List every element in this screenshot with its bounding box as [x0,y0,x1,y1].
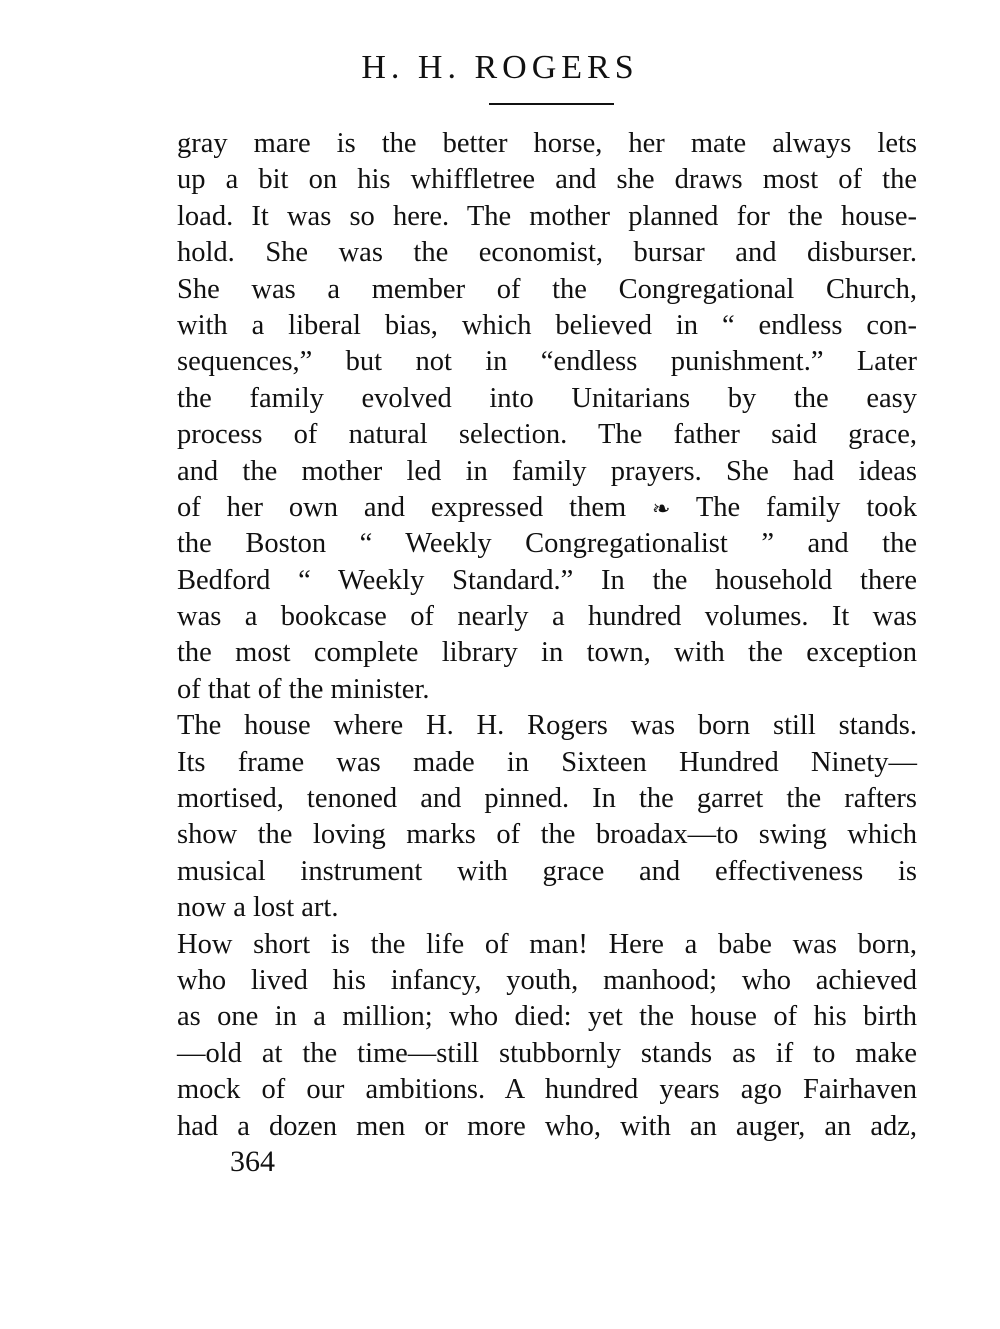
text-line: with a liberal bias, which believed in “ endless con- [177,309,917,341]
text-line: load. It was so here. The mother planned for the house- [177,200,917,232]
text-line: had a dozen men or more who, with an auger, an adz, [177,1110,917,1142]
text-line: hold. She was the economist, bursar and disburser. [177,237,917,269]
text-line: gray mare is the better horse, her mate always lets [177,128,917,159]
text-line: up a bit on his whiffletree and she draws most of the [177,164,917,196]
page-number: 364 [230,1145,275,1178]
text-line: The house where H. H. Rogers was born still stands. [177,710,917,742]
text-line: and the mother led in family prayers. She had ideas [177,455,917,487]
text-line-with-ornament [177,490,917,526]
text-line: Bedford “ Weekly Standard.” In the household there [177,564,917,596]
text-line: the most complete library in town, with the exception [177,637,917,669]
text-line: of that of the minister. [177,673,430,705]
text-line: who lived his infancy, youth, manhood; who achieved [177,964,917,996]
text-line: mortised, tenoned and pinned. In the garret the rafters [177,783,917,815]
text-line: as one in a million; who died: yet the house of his birth [177,1001,917,1033]
text-line: Its frame was made in Sixteen Hundred Ninety— [177,746,917,778]
text-segment: of her own and expressed them [177,491,627,523]
running-head: H. H. ROGERS [361,49,639,86]
text-line: the Boston “ Weekly Congregationalist ” and the [177,528,917,560]
text-line: sequences,” but not in “endless punishment.” Later [177,346,917,378]
text-segment: The family took [695,491,917,523]
text-line: mock of our ambitions. A hundred years ago Fairhaven [177,1074,917,1106]
text-line: the family evolved into Unitarians by the easy [177,382,917,414]
text-line: show the loving marks of the broadax—to swing which [177,819,917,851]
body-text [177,126,917,1145]
text-line: —old at the time—still stubbornly stands as if to make [177,1037,917,1069]
text-line: She was a member of the Congregational Church, [177,273,917,305]
text-line: process of natural selection. The father said grace, [177,419,917,451]
text-line: How short is the life of man! Here a babe was born, [177,928,917,960]
header-rule [489,103,614,105]
section-ornament-icon: ❧ [652,496,671,522]
text-line: musical instrument with grace and effectiveness is [177,855,917,887]
text-line: now a lost art. [177,892,339,924]
text-line: was a bookcase of nearly a hundred volumes. It was [177,601,917,633]
